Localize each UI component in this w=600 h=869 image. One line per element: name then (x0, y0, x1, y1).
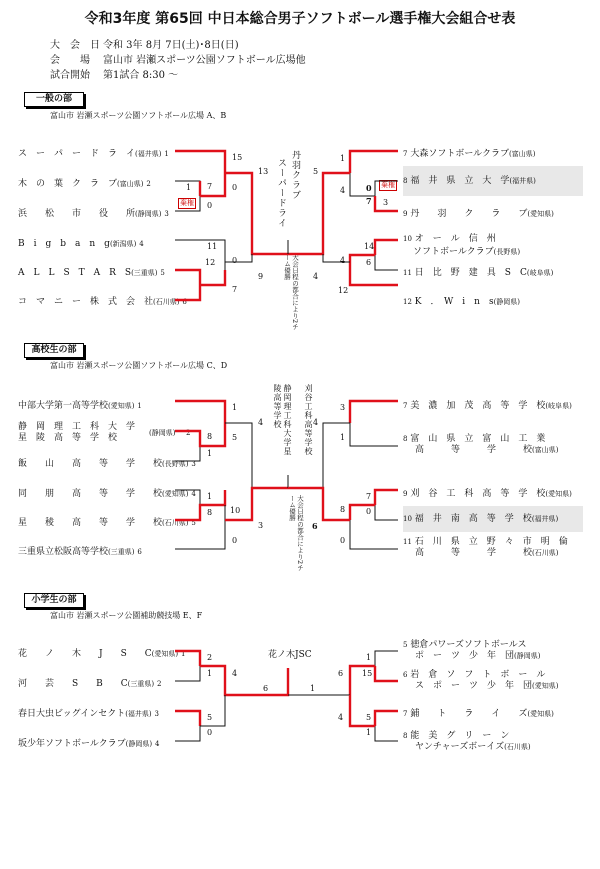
team-right: 7 鋪 ト ラ イ ズ(愛知県) (403, 709, 554, 719)
score: 0 (232, 183, 238, 192)
team-right: 7 大森ソフトボールクラブ(富山県) (403, 149, 536, 159)
team-left: 春日大虫ビッグインセクト(福井県) 3 (18, 709, 160, 719)
team-right: 8 福 井 県 立 大 学(福井県) (403, 166, 583, 196)
score: 0 (207, 201, 213, 210)
info-start-label: 試合開始 (50, 70, 90, 81)
team-left: 坂少年ソフトボールクラブ(静岡県) 4 (18, 739, 160, 749)
forfeit-badge: 棄権 (180, 199, 194, 207)
score: 8 (340, 505, 346, 514)
score: 11 (207, 242, 218, 251)
team-left: ス ー パ ー ド ラ イ(福井県) 1 (18, 149, 169, 159)
team-right: 5 徳倉パワーズソフトボールス ポ ー ツ 少 年 団(静岡県) (403, 640, 541, 661)
score: 1 (340, 154, 346, 163)
team-right: 8 能 美 グ リ ー ン ヤンチャーズボーイズ(石川県) (403, 731, 531, 752)
team-right: 9 刈 谷 工 科 高 等 学 校(愛知県) (403, 489, 572, 499)
bracket-highschool-left (175, 401, 288, 549)
team-right: 7 美 濃 加 茂 高 等 学 校(岐阜県) (403, 401, 572, 411)
section-highschool-label: 高校生の部 (24, 343, 84, 358)
team-left: 河 芸 S B C(三重県) 2 (18, 679, 162, 689)
team-left: 星 稜 高 等 学 校(石川県) 5 (18, 518, 196, 528)
co-champion-name: 静岡理工科大学星陵高等学校 (273, 384, 292, 456)
info-date-value: 令和 3年 8月 7日(土)･8日(日) (103, 40, 239, 51)
score: 6 (338, 669, 344, 678)
score: 5 (313, 167, 319, 176)
score: 8 (207, 432, 213, 441)
score: 6 (263, 684, 269, 693)
score: 6 (366, 258, 372, 267)
score: 3 (383, 198, 389, 207)
team-right: 10 オ ー ル 信 州 ソフトボールクラブ(長野県) (403, 234, 521, 257)
bracket-general-left (175, 151, 288, 300)
section-general-label: 一般の部 (24, 92, 84, 107)
team-right: 6 岩 倉 ソ フ ト ボ ー ル ス ポ ー ツ 少 年 団(愛知県) (403, 670, 559, 691)
team-left: 静 岡 理 工 科 大 学 星 陵 高 等 学 校 (静岡県) 2 (18, 422, 191, 443)
score: 4 (313, 272, 319, 281)
team-left: 同 朋 高 等 学 校(愛知県) 4 (18, 489, 196, 499)
score: 5 (232, 433, 238, 442)
info-venue-value: 富山市 岩瀬スポーツ公園ソフトボール広場他 (103, 55, 306, 66)
champion-note: 大会日程の都合により2チーム優勝 (288, 495, 304, 571)
score: 14 (364, 242, 375, 251)
forfeit-badge: 棄権 (381, 181, 395, 189)
team-right: 10 福 井 南 高 等 学 校(福井県) (403, 506, 583, 532)
score: 12 (338, 286, 349, 295)
score: 4 (340, 256, 346, 265)
section-elementary-venue: 富山市 岩瀬スポーツ公園補助競技場 E、F (50, 611, 203, 620)
score: 7 (366, 196, 372, 206)
team-left: 木 の 葉 ク ラ ブ(富山県) 2 (18, 179, 151, 189)
info-venue-label: 会 場 (50, 55, 90, 66)
section-highschool-venue: 富山市 岩瀬スポーツ公園ソフトボール広場 C、D (50, 361, 228, 370)
team-right: 11 日 比 野 建 具 S C(岐阜県) (403, 268, 554, 278)
team-right: 8 富 山 県 立 富 山 工 業 高 等 学 校(富山県) (403, 434, 559, 455)
team-right: 9 丹 羽 ク ラ ブ(愛知県) (403, 209, 554, 219)
team-left: 飯 山 高 等 学 校(長野県) 3 (18, 459, 196, 469)
score: 1 (340, 433, 346, 442)
score: 12 (205, 258, 216, 267)
score: 7 (366, 492, 372, 501)
score: 0 (366, 507, 372, 516)
score: 4 (313, 418, 319, 427)
champion-name: 丹羽クラブ (290, 150, 300, 200)
score: 1 (207, 492, 213, 501)
score: 4 (338, 713, 344, 722)
score: 1 (207, 449, 213, 458)
score: 0 (232, 536, 238, 545)
score: 7 (207, 182, 213, 191)
champion-name: 刈谷工科高等学校 (304, 384, 313, 456)
score: 2 (207, 653, 213, 662)
section-general-venue: 富山市 岩瀬スポーツ公園ソフトボール広場 A、B (50, 111, 227, 120)
score: 0 (207, 728, 213, 737)
co-champion-name: スーパードライ (276, 158, 286, 228)
score: 5 (366, 713, 372, 722)
page-title: 令和3年度 第65回 中日本総合男子ソフトボール選手権大会組合せ表 (84, 11, 516, 27)
team-right: 12 K ． W i n s(静岡県) (403, 297, 521, 307)
score: 5 (207, 713, 213, 722)
score: 1 (207, 669, 213, 678)
champion-name: 花ノ木JSC (268, 650, 312, 660)
team-left: 浜 松 市 役 所(静岡県) 3 (18, 209, 169, 219)
score: 15 (232, 153, 243, 162)
score: 7 (232, 285, 238, 294)
bracket-elementary-right (288, 651, 398, 741)
score: 1 (232, 403, 238, 412)
score: 9 (258, 272, 264, 281)
score: 0 (366, 183, 372, 193)
team-left: コ マ ニ ー 株 式 会 社(石川県) 6 (18, 297, 187, 307)
bracket-highschool-right (288, 401, 398, 549)
bracket-general-right (288, 151, 398, 285)
score: 4 (232, 669, 238, 678)
team-left: 三重県立松阪高等学校(三重県) 6 (18, 547, 142, 557)
score: 10 (230, 506, 241, 515)
score: 4 (258, 418, 264, 427)
score: 1 (366, 728, 372, 737)
score: 0 (340, 536, 346, 545)
score: 6 (312, 521, 318, 531)
score: 0 (232, 256, 238, 265)
info-date-label: 大 会 日 (50, 40, 100, 51)
team-left: 中部大学第一高等学校(愛知県) 1 (18, 401, 142, 411)
score: 15 (362, 669, 373, 678)
info-start-value: 第1試合 8:30 ～ (103, 70, 179, 81)
team-left: A L L S T A R S(三重県) 5 (18, 268, 165, 278)
score: 13 (258, 167, 269, 176)
champion-note: 大会日程の都合により2チーム優勝 (283, 254, 299, 330)
team-left: 花 ノ 木 J S C(愛知県) 1 (18, 649, 186, 659)
team-left: B i g b a n g(新潟県) 4 (18, 239, 144, 249)
score: 3 (340, 403, 346, 412)
team-right: 11 石 川 県 立 野 々 市 明 倫 高 等 学 校(石川県) (403, 537, 568, 558)
score: 1 (366, 653, 372, 662)
section-elementary-label: 小学生の部 (24, 593, 84, 608)
score: 1 (186, 183, 192, 192)
score: 1 (310, 684, 316, 693)
bracket-elementary-left (175, 651, 288, 741)
score: 8 (207, 508, 213, 517)
score: 3 (258, 521, 264, 530)
score: 4 (340, 186, 346, 195)
